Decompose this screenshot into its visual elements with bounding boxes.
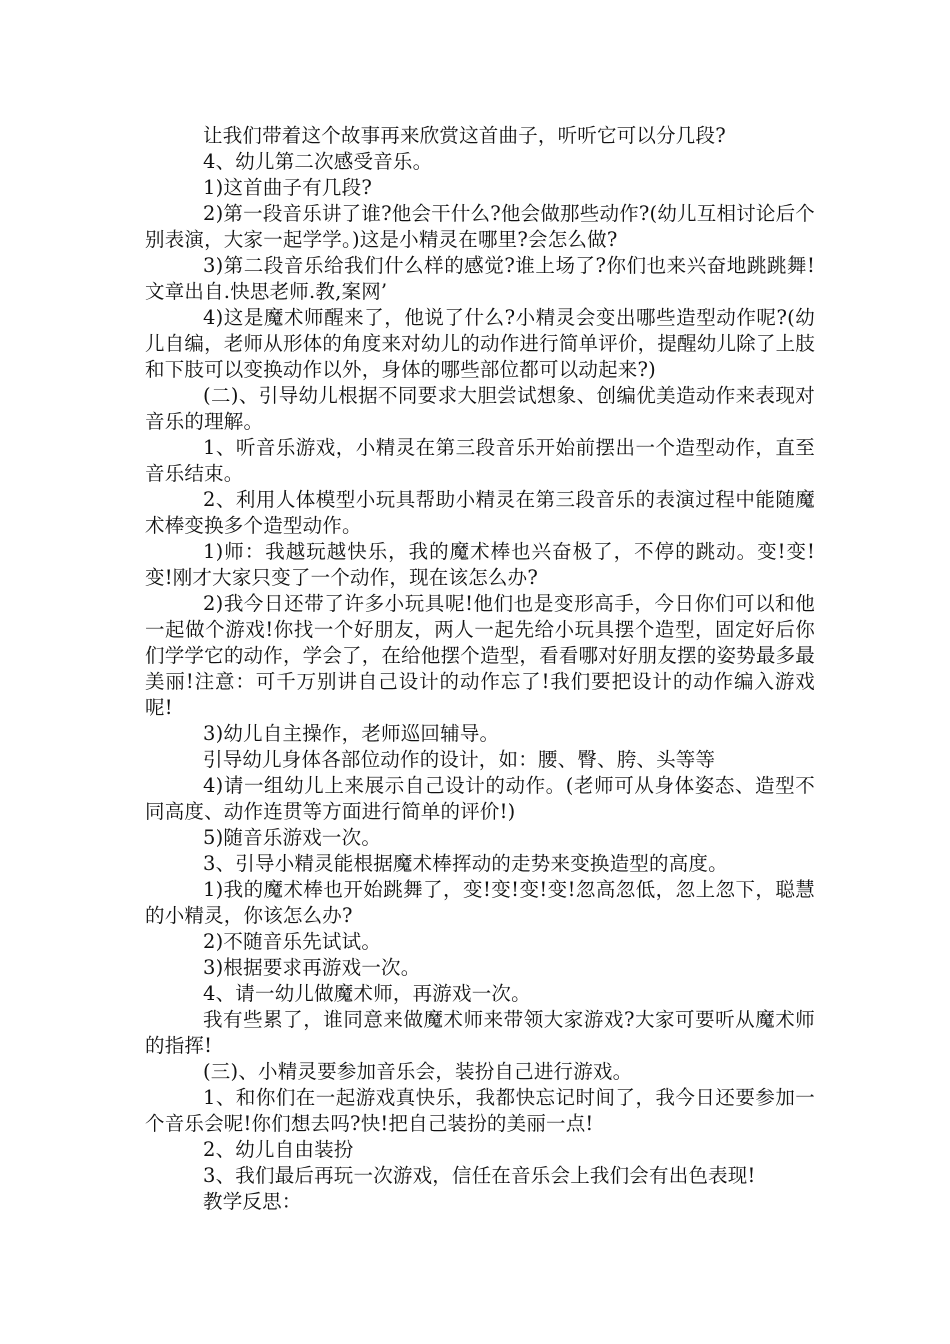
document-body [145,123,815,1215]
paragraph: 3、我们最后再玩一次游戏，信任在音乐会上我们会有出色表现! [203,1164,756,1187]
section-heading: (三)、小精灵要参加音乐会，装扮自己进行游戏。 [203,1060,633,1083]
paragraph: 4、幼儿第二次感受音乐。 [203,150,433,173]
paragraph: 让我们带着这个故事再来欣赏这首曲子，听听它可以分几段? [203,124,726,147]
paragraph: 3)幼儿自主操作，老师巡回辅导。 [203,722,500,745]
paragraph: 1)这首曲子有几段? [203,176,372,199]
paragraph: 2、利用人体模型小玩具帮助小精灵在第三段音乐的表演过程中能随魔术棒变换多个造型动作。 [145,488,815,537]
paragraph: 3)第二段音乐给我们什么样的感觉?谁上场了?你们也来兴奋地跳跳舞!文章出自.快思老师.教,案网’ [145,254,815,303]
paragraph: 2)我今日还带了许多小玩具呢!他们也是变形高手，今日你们可以和他一起做个游戏!你找一个好朋友，两人一起先给小玩具摆个造型，固定好后你们学学它的动作，学会了，在给他摆个造型，看看哪对好朋友摆的姿势最多最美丽!注意：可千万别讲自己设计的动作忘了!我们要把设计的动作编入游戏呢! [145,592,815,719]
paragraph: 1)我的魔术棒也开始跳舞了，变!变!变!变!忽高忽低，忽上忽下，聪慧的小精灵，你该怎么办? [145,878,815,927]
paragraph: 1、和你们在一起游戏真快乐，我都快忘记时间了，我今日还要参加一个音乐会呢!你们想去吗?快!把自己装扮的美丽一点! [145,1086,815,1135]
paragraph: 1)师：我越玩越快乐，我的魔术棒也兴奋极了，不停的跳动。变!变!变!刚才大家只变了一个动作，现在该怎么办? [145,540,815,589]
paragraph: 2)第一段音乐讲了谁?他会干什么?他会做那些动作?(幼儿互相讨论后个别表演，大家一起学学。)这是小精灵在哪里?会怎么做? [145,202,815,251]
paragraph: 4、请一幼儿做魔术师，再游戏一次。 [203,982,531,1005]
paragraph: 引导幼儿身体各部位动作的设计，如：腰、臀、胯、头等等 [203,748,716,771]
paragraph: 2)不随音乐先试试。 [203,930,382,953]
paragraph: 教学反思： [203,1190,302,1213]
paragraph: 3、引导小精灵能根据魔术棒挥动的走势来变换造型的高度。 [203,852,728,875]
paragraph: 4)请一组幼儿上来展示自己设计的动作。(老师可从身体姿态、造型不同高度、动作连贯等方面进行简单的评价!) [145,774,815,823]
paragraph: 3)根据要求再游戏一次。 [203,956,421,979]
paragraph: 4)这是魔术师醒来了，他说了什么?小精灵会变出哪些造型动作呢?(幼儿自编，老师从形体的角度来对幼儿的动作进行简单评价，提醒幼儿除了上肢和下肢可以变换动作以外，身体的哪些部位都可以动起来?) [145,306,815,381]
paragraph: 我有些累了，谁同意来做魔术师来带领大家游戏?大家可要听从魔术师的指挥! [145,1008,815,1057]
section-heading: (二)、引导幼儿根据不同要求大胆尝试想象、创编优美造动作来表现对音乐的理解。 [145,384,815,433]
paragraph: 1、听音乐游戏，小精灵在第三段音乐开始前摆出一个造型动作，直至音乐结束。 [145,436,815,485]
paragraph: 2、幼儿自由装扮 [203,1138,354,1161]
paragraph: 5)随音乐游戏一次。 [203,826,382,849]
